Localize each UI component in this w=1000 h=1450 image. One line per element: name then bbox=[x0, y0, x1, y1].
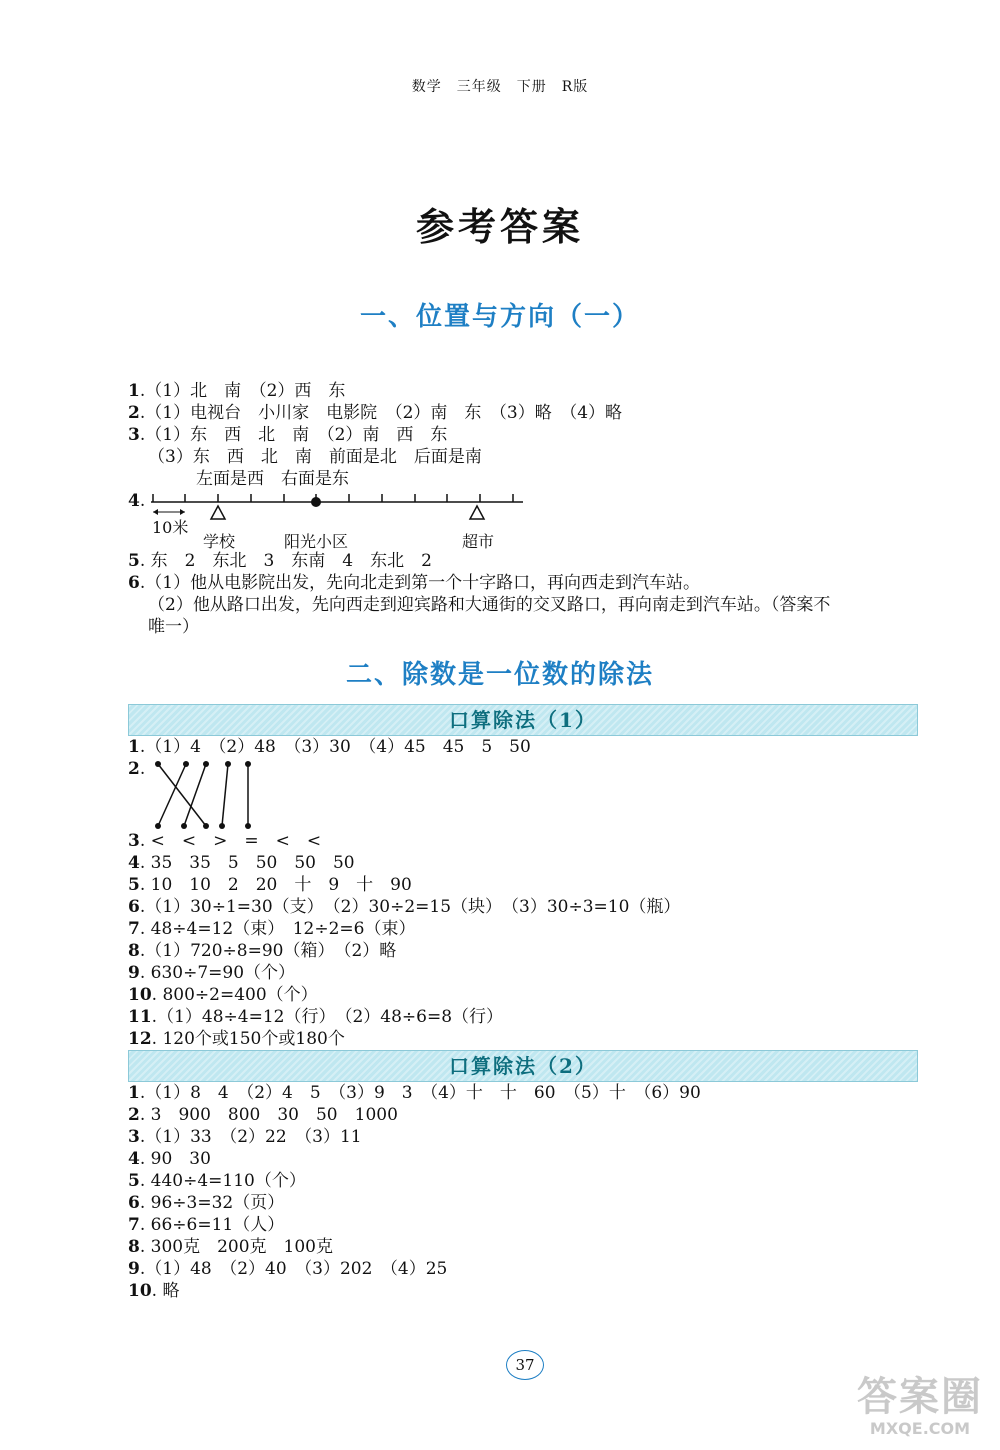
market-triangle bbox=[470, 506, 484, 519]
label-school: 学校 bbox=[203, 532, 236, 551]
sub1-answer-5: 5. 10 10 2 20 十 9 十 90 bbox=[128, 875, 412, 895]
page-header: 数学 三年级 下册 R版 bbox=[411, 79, 589, 95]
sub2-answer-7: 7. 66÷6=11（人） bbox=[128, 1215, 285, 1235]
s1-answer-5: 5. 东 2 东北 3 东南 4 东北 2 bbox=[128, 551, 432, 571]
sub1-answer-9: 9. 630÷7=90（个） bbox=[128, 963, 296, 983]
matching-lines bbox=[150, 758, 260, 832]
sub1-answer-2: 2. bbox=[128, 759, 146, 779]
sub1-answer-7: 7. 48÷4=12（束） 12÷2=6（束） bbox=[128, 919, 416, 939]
number-line-ticks bbox=[153, 494, 513, 502]
sub2-answer-9: 9.（1）48 （2）40 （3）202 （4）25 bbox=[128, 1259, 448, 1279]
s1-answer-2: 2.（1）电视台 小川家 电影院 （2）南 东 （3）略 （4）略 bbox=[128, 403, 623, 423]
sub2-answer-10: 10. 略 bbox=[128, 1281, 180, 1301]
sub1-answer-11: 11.（1）48÷4=12（行） （2）48÷6=8（行） bbox=[128, 1007, 504, 1027]
sub1-answer-6: 6.（1）30÷1=30（支） （2）30÷2=15（块） （3）30÷3=10（瓶） bbox=[128, 897, 681, 917]
s1-answer-6-cont2: 唯一） bbox=[148, 617, 199, 637]
s1-answer-6: 6.（1）他从电影院出发，先向北走到第一个十字路口，再向西走到汽车站。 bbox=[128, 573, 701, 593]
school-triangle bbox=[211, 506, 225, 519]
sub2-answer-4: 4. 90 30 bbox=[128, 1149, 211, 1169]
sub1-answer-12: 12. 120个或150个或180个 bbox=[128, 1029, 345, 1049]
s1-answer-1: 1.（1）北 南 （2）西 东 bbox=[128, 381, 346, 401]
sub1-answer-10: 10. 800÷2=400（个） bbox=[128, 985, 318, 1005]
sub1-answer-3: 3. < < > = < < bbox=[128, 831, 322, 851]
sub1-title-band: 口算除法（1） bbox=[128, 704, 918, 736]
sub2-answer-2: 2. 3 900 800 30 50 1000 bbox=[128, 1105, 398, 1125]
watermark bbox=[850, 1375, 990, 1438]
sub1-answer-4: 4. 35 35 5 50 50 50 bbox=[128, 853, 355, 873]
page-number: 37 bbox=[506, 1350, 544, 1380]
sub2-answer-5: 5. 440÷4=110（个） bbox=[128, 1171, 306, 1191]
section1-title: 一、位置与方向（一） bbox=[359, 302, 640, 332]
label-yangguang: 阳光小区 bbox=[284, 532, 349, 551]
page-title: 参考答案 bbox=[415, 204, 584, 249]
scale-label: 10米 bbox=[152, 518, 189, 537]
s1-answer-4-num: 4. bbox=[128, 491, 146, 511]
s1-answer-3-cont2: 左面是西 右面是东 bbox=[196, 469, 349, 489]
s1-answer-3: 3.（1）东 西 北 南 （2）南 西 东 bbox=[128, 425, 448, 445]
s1-answer-3-cont: （3）东 西 北 南 前面是北 后面是南 bbox=[148, 447, 482, 467]
section2-title: 二、除数是一位数的除法 bbox=[345, 660, 654, 690]
sub1-answer-8: 8.（1）720÷8=90（箱） （2）略 bbox=[128, 941, 397, 961]
sub2-answer-8: 8. 300克 200克 100克 bbox=[128, 1237, 333, 1257]
s1-answer-6-cont: （2）他从路口出发，先向西走到迎宾路和大通街的交叉路口，再向南走到汽车站。（答案不 bbox=[148, 595, 831, 615]
sub2-answer-1: 1.（1）8 4 （2）4 5 （3）9 3 （4）十 十 60 （5）十 （6）90 bbox=[128, 1083, 701, 1103]
watermark-logo: 答案圈 bbox=[857, 1373, 983, 1420]
label-market: 超市 bbox=[462, 532, 495, 551]
sub2-answer-3: 3.（1）33 （2）22 （3）11 bbox=[128, 1127, 362, 1147]
number-line bbox=[145, 488, 535, 528]
sub2-title-band: 口算除法（2） bbox=[128, 1050, 918, 1082]
sub2-answer-6: 6. 96÷3=32（页） bbox=[128, 1193, 285, 1213]
sub1-answer-1: 1.（1）4 （2）48 （3）30 （4）45 45 5 50 bbox=[128, 737, 531, 757]
watermark-url: MXQE.COM bbox=[869, 1419, 971, 1438]
home-dot bbox=[311, 497, 321, 507]
